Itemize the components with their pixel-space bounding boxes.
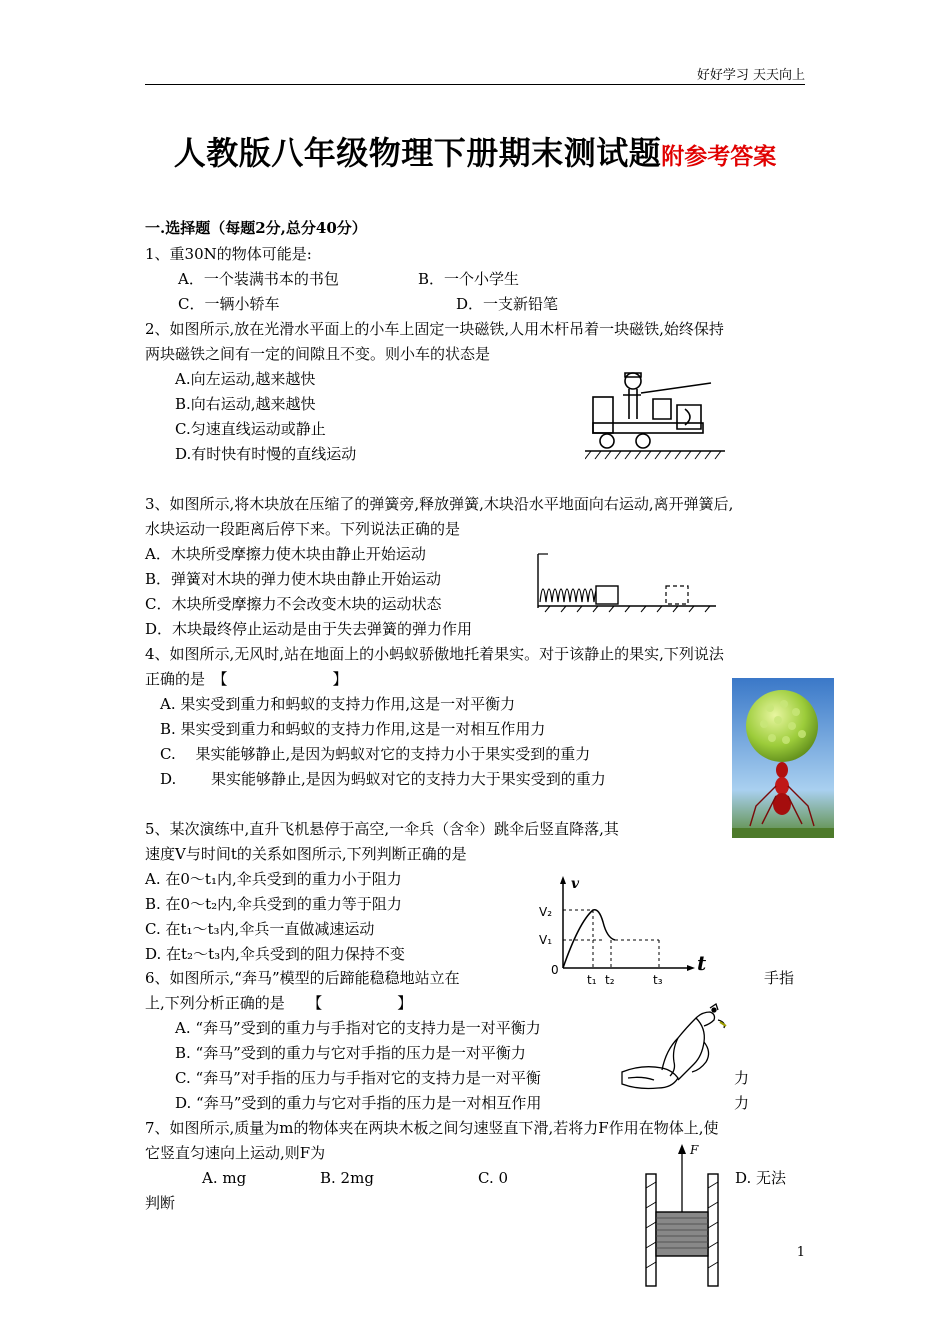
q5-option-a: A. 在0～t₁内,伞兵受到的重力小于阻力 [145,870,402,888]
q1-option-d: D．一支新铅笔 [456,295,559,313]
q6-option-c: C. “奔马”对手指的压力与手指对它的支持力是一对平衡 [175,1069,541,1087]
q1-option-b: B．一个小学生 [418,270,520,288]
q1-stem: 1、重30N的物体可能是: [145,245,312,263]
q2-stem-line2: 两块磁铁之间有一定的间隙且不变。则小车的状态是 [145,345,491,363]
q7-stem-line2: 它竖直匀速向上运动,则F为 [145,1144,326,1162]
q4-option-c: C. 果实能够静止,是因为蚂蚁对它的支持力小于果实受到的重力 [160,745,591,763]
q4-option-d: D. 果实能够静止,是因为蚂蚁对它的支持力大于果实受到的重力 [160,770,606,788]
q5-option-b: B. 在0～t₂内,伞兵受到的重力等于阻力 [145,895,402,913]
q6-option-d-end: 力 [734,1094,750,1112]
q2-option-b: B.向右运动,越来越快 [175,395,316,413]
q2-option-c: C.匀速直线运动或静止 [175,420,326,438]
graph-v-label: v [571,876,580,892]
q4-stem-line1: 4、如图所示,无风时,站在地面上的小蚂蚁骄傲地托着果实。对于该静止的果实,下列说法 [145,645,724,663]
q4-option-a: A. 果实受到重力和蚂蚁的支持力作用,这是一对平衡力 [160,695,516,713]
graph-v2-label: V₂ [539,905,553,919]
q2-cart-figure [585,365,725,465]
q5-stem-line2: 速度V与时间t的关系如图所示,下列判断正确的是 [145,845,467,863]
q6-stem-line1: 6、如图所示,“奔马”模型的后蹄能稳稳地站立在 [145,969,460,987]
q6-horse-on-finger-figure [618,1000,730,1100]
q3-option-c: C．木块所受摩擦力不会改变木块的运动状态 [145,595,442,613]
header-rule [145,84,805,85]
q7-option-d-continued: 判断 [145,1194,176,1212]
graph-origin-label: 0 [551,963,559,977]
q5-velocity-time-graph [535,872,715,987]
header-motto: 好好学习 天天向上 [696,68,805,83]
q5-option-c: C. 在t₁～t₃内,伞兵一直做减速运动 [145,920,375,938]
q3-spring-figure [530,552,720,614]
graph-t3-label: t₃ [653,973,663,987]
q6-stem-line1-end: 手指 [764,969,795,987]
page-number: 1 [796,1245,805,1260]
force-label: F [690,1143,699,1157]
q1-option-c: C．一辆小轿车 [178,295,280,313]
q3-stem-line1: 3、如图所示,将木块放在压缩了的弹簧旁,释放弹簧,木块沿水平地面向右运动,离开弹簧后, [145,495,734,513]
q6-stem-line2: 上,下列分析正确的是 【 】 [145,994,413,1012]
q2-option-a: A.向左运动,越来越快 [175,370,316,388]
graph-t-label: t [697,951,707,975]
q5-option-d: D. 在t₂～t₃内,伞兵受到的阻力保持不变 [145,945,405,963]
q7-option-d: D. 无法 [735,1169,787,1187]
q7-option-a: A. mg [202,1169,247,1187]
q6-option-c-end: 力 [734,1069,750,1087]
q3-stem-line2: 水块运动一段距离后停下来。下列说法正确的是 [145,520,461,538]
q6-option-a: A. “奔马”受到的重力与手指对它的支持力是一对平衡力 [175,1019,541,1037]
q6-option-b: B. “奔马”受到的重力与它对手指的压力是一对平衡力 [175,1044,526,1062]
graph-t1-label: t₁ [587,973,597,987]
title-answer-note: 附参考答案 [661,144,777,170]
q6-option-d: D. “奔马”受到的重力与它对手指的压力是一对相互作用 [175,1094,542,1112]
q3-option-d: D．木块最终停止运动是由于失去弹簧的弹力作用 [145,620,473,638]
q3-option-a: A．木块所受摩擦力使木块由静止开始运动 [145,545,426,563]
q3-option-b: B．弹簧对木块的弹力使木块由静止开始运动 [145,570,442,588]
graph-v1-label: V₁ [539,933,553,947]
q7-block-between-boards-figure [640,1138,730,1288]
title-main: 人教版八年级物理下册期末测试题 [173,134,662,172]
q7-option-b: B. 2mg [320,1169,374,1187]
q5-stem-line1: 5、某次演练中,直升飞机悬停于高空,一伞兵（含伞）跳伞后竖直降落,其 [145,820,619,838]
q4-option-b: B. 果实受到重力和蚂蚁的支持力作用,这是一对相互作用力 [160,720,546,738]
page-title [145,128,805,174]
q2-option-d: D.有时快有时慢的直线运动 [175,445,357,463]
q2-stem-line1: 2、如图所示,放在光滑水平面上的小车上固定一块磁铁,人用木杆吊着一块磁铁,始终保持 [145,320,724,338]
q4-ant-fruit-photo [732,678,834,838]
q4-stem-line2: 正确的是 【 】 [145,670,348,688]
graph-t2-label: t₂ [605,973,615,987]
q1-option-a: A．一个装满书本的书包 [178,270,339,288]
section-heading: 一.选择题（每题2分,总分40分） [145,219,367,237]
q7-option-c: C. 0 [478,1169,509,1187]
q7-stem-line1: 7、如图所示,质量为m的物体夹在两块木板之间匀速竖直下滑,若将力F作用在物体上,使 [145,1119,719,1137]
